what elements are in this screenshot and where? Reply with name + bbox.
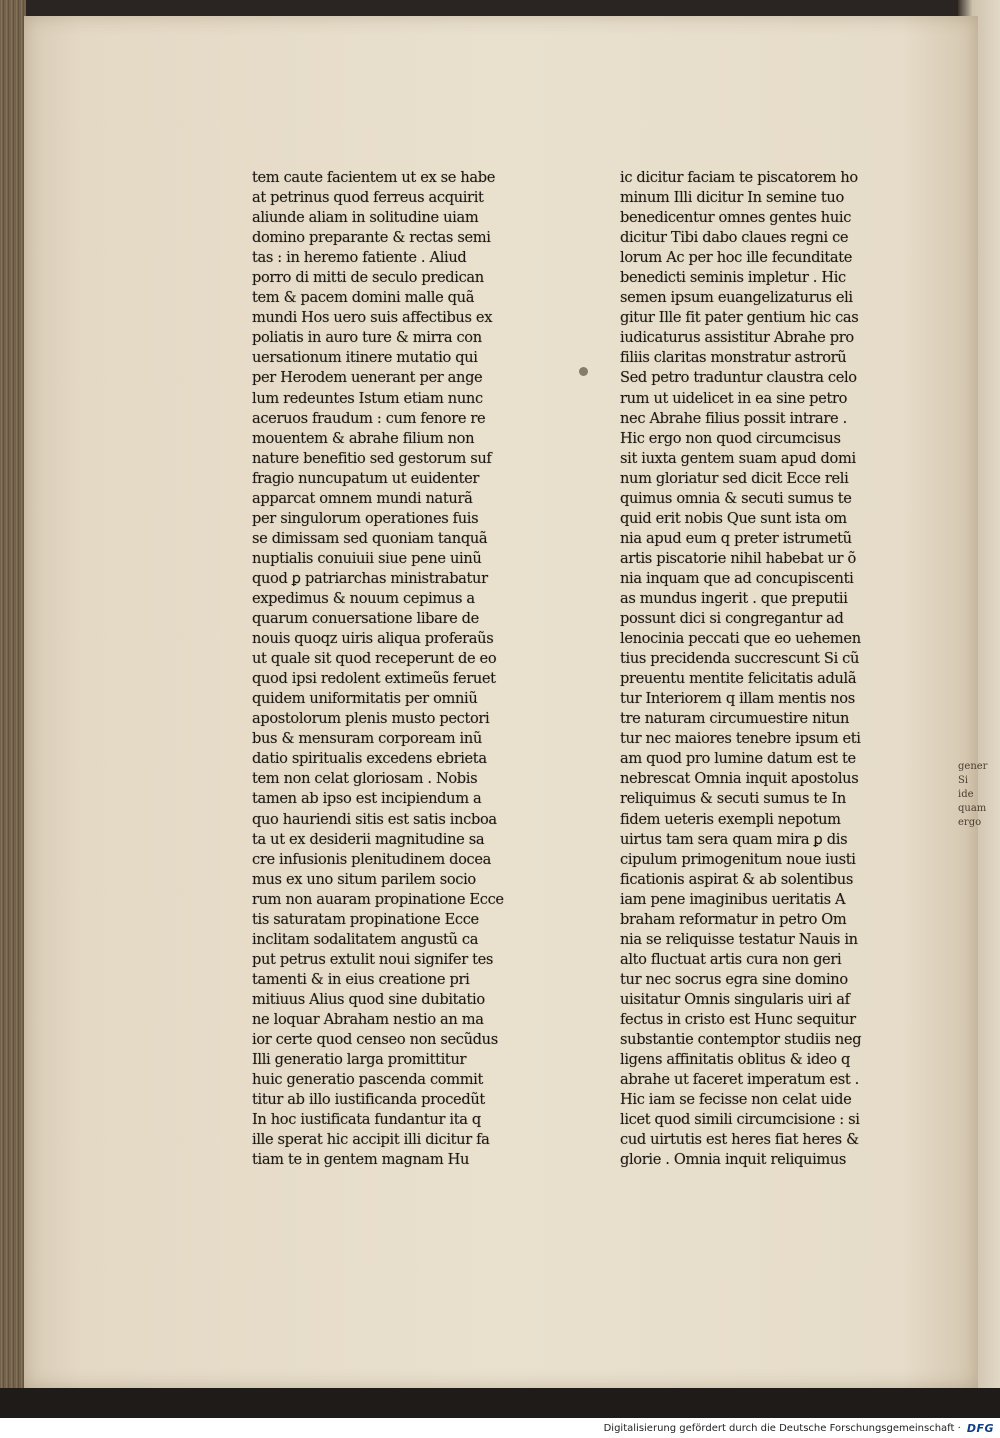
text-line: iam pene imaginibus ueritatis A [620, 890, 846, 908]
text-line: expedimus & nouum cepimus a [252, 589, 475, 607]
text-line: nuptialis conuiuii siue pene uinũ [252, 549, 482, 567]
text-line: benedicti seminis impletur . Hic [620, 269, 846, 287]
dfg-logo: DFG [966, 1421, 994, 1435]
text-line: tem caute facientem ut ex se habe [252, 169, 496, 186]
text-line: huic generatio pascenda commit [252, 1071, 484, 1089]
text-line: licet quod simili circumcisione : si [620, 1111, 860, 1129]
text-line: mus ex uno situm parilem socio [252, 870, 476, 888]
text-line: sit iuxta gentem suam apud domi [620, 449, 856, 467]
text-line: ic dicitur faciam te piscatorem ho [620, 169, 858, 186]
text-line: at petrinus quod ferreus acquirit [252, 189, 484, 207]
text-line: benedicentur omnes gentes huic [620, 209, 852, 227]
text-line: nature benefitio sed gestorum suf [252, 449, 492, 467]
text-column-left [252, 168, 552, 1170]
text-line: tas : in heremo fatiente . Aliud [252, 249, 467, 267]
text-line: apparcat omnem mundi naturã [252, 489, 473, 507]
margin-fragment-line: quam [958, 803, 987, 814]
book-edge-left [0, 0, 26, 1400]
text-line: as mundus ingerit . que preputii [620, 589, 848, 607]
text-line: uirtus tam sera quam mira ꝑ dis [620, 830, 848, 848]
paper-hole [579, 367, 588, 376]
margin-fragment-line: ergo [958, 817, 982, 828]
text-line: uisitatur Omnis singularis uiri af [620, 990, 850, 1008]
text-line: quarum conuersatione libare de [252, 610, 479, 628]
text-line: porro di mitti de seculo predican [252, 269, 484, 287]
text-line: nec Abrahe filius possit intrare . [620, 409, 847, 427]
text-line: Hic iam se fecisse non celat uide [620, 1091, 852, 1109]
text-line: cud uirtutis est heres fiat heres & [620, 1131, 859, 1149]
text-line: tur Interiorem q illam mentis nos [620, 690, 855, 708]
text-line: rum non auaram propinatione Ecce [252, 890, 504, 908]
text-line: substantie contemptor studiis neg [620, 1031, 862, 1049]
text-line: tiam te in gentem magnam Hu [252, 1151, 470, 1169]
text-line: ut quale sit quod receperunt de eo [252, 650, 497, 668]
text-line: minum Illi dicitur In semine tuo [620, 189, 844, 207]
text-line: tur nec socrus egra sine domino [620, 970, 848, 988]
text-line: per Herodem uenerant per ange [252, 369, 483, 387]
text-line: cipulum primogenitum noue iusti [620, 850, 856, 868]
text-line: quod ꝑ patriarchas ministrabatur [252, 569, 488, 587]
text-line: tur nec maiores tenebre ipsum eti [620, 730, 861, 748]
text-line: tius precidenda succrescunt Si cũ [620, 650, 860, 668]
text-line: dicitur Tibi dabo claues regni ce [620, 229, 849, 247]
text-line: domino preparante & rectas semi [252, 229, 491, 247]
text-line: ta ut ex desiderii magnitudine sa [252, 830, 485, 848]
digitization-footer [0, 1418, 1000, 1438]
text-line: semen ipsum euangelizaturus eli [620, 289, 853, 307]
text-line: datio spiritualis excedens ebrieta [252, 750, 487, 768]
text-line: per singulorum operationes fuis [252, 509, 479, 527]
text-line: am quod pro lumine datum est te [620, 750, 856, 768]
margin-fragment-line: gener [958, 761, 988, 772]
text-line: aceruos fraudum : cum fenore re [252, 409, 486, 427]
text-line: Hic ergo non quod circumcisus [620, 429, 841, 447]
text-line: braham reformatur in petro Om [620, 910, 847, 928]
text-line: alto fluctuat artis cura non geri [620, 950, 842, 968]
text-line: rum ut uidelicet in ea sine petro [620, 389, 848, 407]
text-line: aliunde aliam in solitudine uiam [252, 209, 479, 227]
text-line: cre infusionis plenitudinem docea [252, 850, 492, 868]
text-line: titur ab illo iustificanda procedũt [252, 1091, 485, 1109]
text-line: uersationum itinere mutatio qui [252, 349, 478, 367]
text-line: lenocinia peccati que eo uehemen [620, 630, 861, 648]
text-line: quidem uniformitatis per omniũ [252, 690, 478, 708]
text-line: ficationis aspirat & ab solentibus [620, 870, 853, 888]
text-line: preuentu mentite felicitatis adulã [620, 670, 857, 688]
text-line: tamenti & in eius creatione pri [252, 970, 470, 988]
text-line: tem non celat gloriosam . Nobis [252, 770, 478, 788]
text-line: lum redeuntes Istum etiam nunc [252, 389, 483, 407]
text-line: nebrescat Omnia inquit apostolus [620, 770, 859, 788]
text-line: put petrus extulit noui signifer tes [252, 950, 494, 968]
text-line: In hoc iustificata fundantur ita q [252, 1111, 481, 1129]
text-line: mitiuus Alius quod sine dubitatio [252, 990, 485, 1008]
text-line: tamen ab ipso est incipiendum a [252, 790, 482, 808]
text-line: inclitam sodalitatem angustũ ca [252, 930, 479, 948]
text-line: ille sperat hic accipit illi dicitur fa [252, 1131, 490, 1149]
text-line: num gloriatur sed dicit Ecce reli [620, 469, 849, 487]
text-line: nia se reliquisse testatur Nauis in [620, 930, 858, 948]
text-line: fragio nuncupatum ut euidenter [252, 469, 480, 487]
text-line: lorum Ac per hoc ille fecunditate [620, 249, 853, 267]
text-line: ligens affinitatis oblitus & ideo q [620, 1051, 850, 1069]
funding-notice: Digitalisierung gefördert durch die Deutsche Forschungsgemeinschaft · [603, 1422, 961, 1434]
margin-fragment-line: Si [958, 775, 969, 786]
margin-fragment-line: ide [958, 789, 974, 800]
text-column-right [620, 168, 920, 1170]
text-line: ne loquar Abraham nestio an ma [252, 1010, 484, 1028]
text-line: quimus omnia & secuti sumus te [620, 489, 852, 507]
text-line: bus & mensuram corpoream inũ [252, 730, 482, 748]
text-line: nia inquam que ad concupiscenti [620, 569, 854, 587]
text-line: quid erit nobis Que sunt ista om [620, 509, 847, 527]
text-line: nia apud eum q preter istrumetũ [620, 529, 852, 547]
text-line: quod ipsi redolent extimeũs feruet [252, 670, 496, 688]
text-line: ior certe quod censeo non secũdus [252, 1031, 498, 1049]
text-line: poliatis in auro ture & mirra con [252, 329, 482, 347]
facing-page-text-fragment [958, 760, 998, 830]
text-line: mundi Hos uero suis affectibus ex [252, 309, 493, 327]
text-line: tre naturam circumuestire nitun [620, 710, 850, 728]
text-line: Illi generatio larga promittitur [252, 1051, 467, 1069]
text-line: iudicaturus assistitur Abrahe pro [620, 329, 854, 347]
text-line: se dimissam sed quoniam tanquã [252, 529, 488, 547]
text-line: quo hauriendi sitis est satis incboa [252, 810, 497, 828]
text-line: possunt dici si congregantur ad [620, 610, 844, 628]
text-line: reliquimus & secuti sumus te In [620, 790, 846, 808]
text-line: mouentem & abrahe filium non [252, 429, 475, 447]
text-line: fectus in cristo est Hunc sequitur [620, 1010, 856, 1028]
text-line: fidem ueteris exempli nepotum [620, 810, 841, 828]
text-line: abrahe ut faceret imperatum est . [620, 1071, 859, 1089]
text-line: tis saturatam propinatione Ecce [252, 910, 479, 928]
text-line: glorie . Omnia inquit reliquimus [620, 1151, 847, 1169]
text-line: apostolorum plenis musto pectori [252, 710, 490, 728]
text-line: nouis quoqz uiris aliqua proferaũs [252, 630, 494, 648]
text-line: gitur Ille fit pater gentium hic cas [620, 309, 859, 327]
text-line: tem & pacem domini malle quã [252, 289, 475, 307]
text-line: Sed petro traduntur claustra celo [620, 369, 857, 387]
text-line: artis piscatorie nihil habebat ur õ [620, 549, 856, 567]
text-line: filiis claritas monstratur astrorũ [620, 349, 847, 367]
